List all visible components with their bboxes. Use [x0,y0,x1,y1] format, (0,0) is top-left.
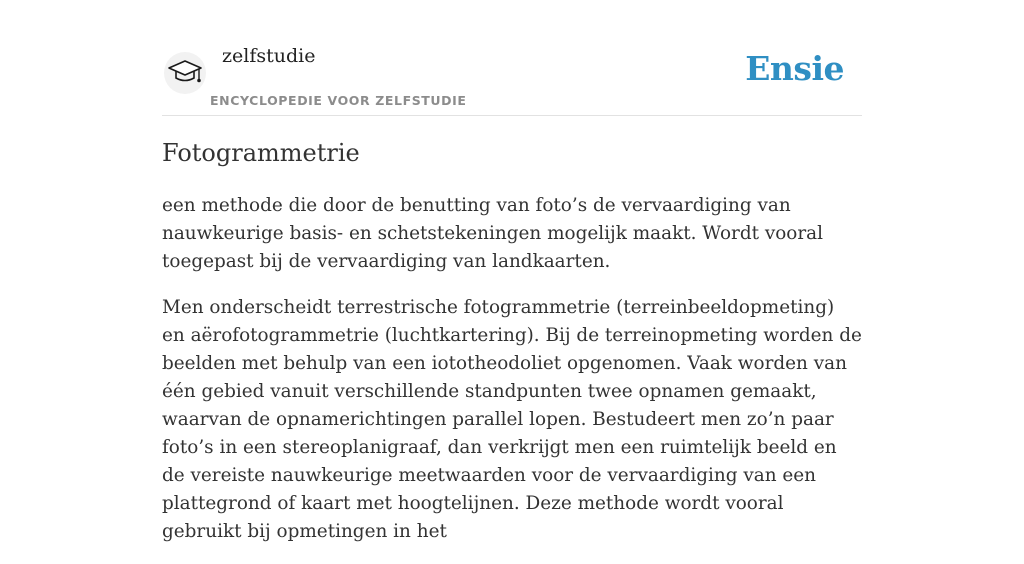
site-name[interactable]: zelfstudie [222,45,316,67]
brand-logo[interactable]: Ensie [745,49,844,88]
article-body [162,192,862,564]
article-paragraph: een methode die door de benutting van foto’s de vervaardiging van nauwkeurige basis- en schetstekeningen mogelijk maakt. Wordt vooral toegepast bij de vervaardiging van landkaarten. [162,195,823,272]
site-header [162,40,862,116]
article-paragraph: Men onderscheidt terrestrische fotogrammetrie (terreinbeeldopmeting) en aërofotogrammetrie (luchtkartering). Bij de terreinopmeting worden de beelden met behulp van een iototheodoliet opgenomen. Vaak worden van één gebied vanuit verschillende standpunten twee opnamen gemaakt, waarvan de opnamerichtingen parallel lopen. Bestudeert men zo’n paar foto’s in een stereoplanigraaf, dan verkrijgt men een ruimtelijk beeld en de vereiste nauwkeurige meetwaarden voor de vervaardiging van een plattegrond of kaart met hoogtelijnen. Deze methode wordt vooral gebruikt bij opmetingen in het [162,297,862,542]
site-tagline: ENCYCLOPEDIE VOOR ZELFSTUDIE [210,93,467,108]
article-title: Fotogrammetrie [162,139,360,167]
graduation-cap-icon[interactable] [164,52,206,94]
